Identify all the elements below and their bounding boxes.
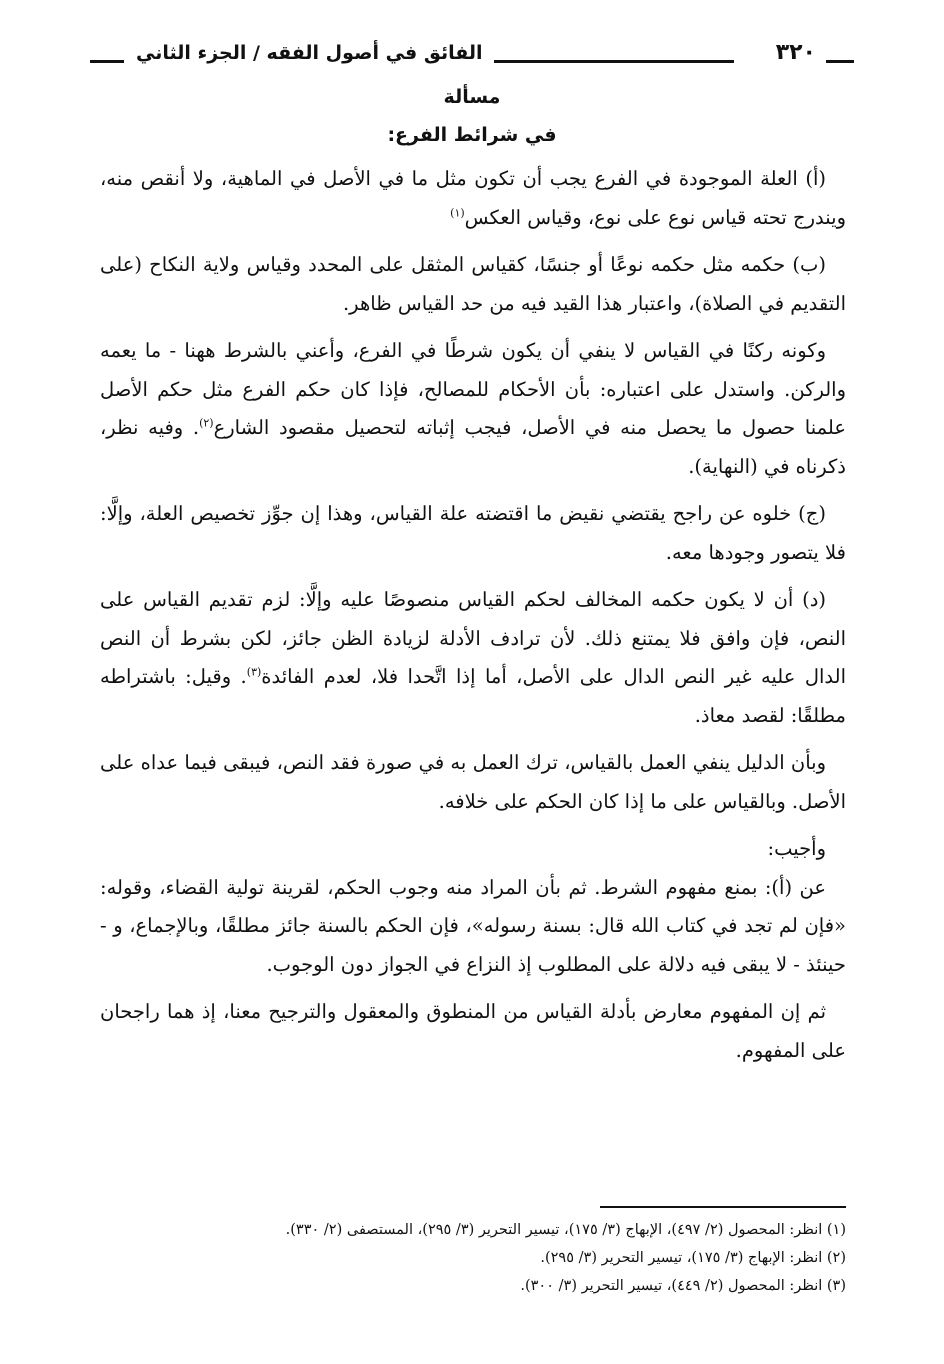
paragraph-text: . وفيه نظر، ذكرناه في (النهاية). bbox=[100, 416, 846, 478]
section-heading: مسألة bbox=[443, 86, 501, 108]
footnote-separator bbox=[600, 1206, 846, 1208]
footnote-ref: (٢) bbox=[199, 416, 214, 430]
paragraph-text: . وقيل: باشتراطه مطلقًا: لقصد معاذ. bbox=[100, 665, 846, 727]
page-number: ٣٢٠ bbox=[775, 40, 816, 65]
paragraph-text: وأجيب: bbox=[767, 837, 826, 860]
paragraph-text: (ج) خلوه عن راجح يقتضي نقيض ما اقتضته علة القياس، وهذا إن جوِّز تخصيص العلة، وإلَّا: فلا يتصور وجودها معه. bbox=[100, 502, 846, 564]
header-rule bbox=[826, 60, 854, 63]
footnote-ref: (٣) bbox=[246, 665, 262, 679]
paragraph-text: وبأن الدليل ينفي العمل بالقياس، ترك العمل به في صورة فقد النص، فيبقى فيما عداه على الأصل. وبالقياس على ما إذا كان الحكم على خلافه. bbox=[100, 751, 846, 813]
footnote: (١) انظر: المحصول (٢/ ٤٩٧)، الإبهاج (٣/ ١٧٥)، تيسير التحرير (٣/ ٢٩٥)، المستصفى (٢/ ٣٣٠). bbox=[285, 1222, 846, 1238]
main-text bbox=[100, 160, 846, 1079]
footnote: (٣) انظر: المحصول (٢/ ٤٤٩)، تيسير التحرير (٣/ ٣٠٠). bbox=[520, 1278, 846, 1294]
paragraph bbox=[100, 581, 846, 735]
running-title: الفائق في أصول الفقه / الجزء الثاني bbox=[136, 42, 483, 64]
header-rule bbox=[90, 60, 124, 63]
footnote: (٢) انظر: الإبهاج (٣/ ١٧٥)، تيسير التحرير (٣/ ٢٩٥). bbox=[540, 1250, 846, 1266]
paragraph bbox=[100, 744, 846, 821]
paragraph bbox=[100, 246, 846, 323]
page-header bbox=[90, 36, 854, 76]
section-subheading: في شرائط الفرع: bbox=[387, 124, 557, 146]
paragraph-text: عن (أ): بمنع مفهوم الشرط. ثم بأن المراد منه وجوب الحكم، لقرينة تولية القضاء، وقوله: «فإن لم تجد في كتاب الله قال: بسنة رسوله»، فإن الحكم بالسنة جائز مطلقًا، وبالإجماع، و - حينئذ - لا يبقى فيه دلالة على المطلوب إذ النزاع في الجواز دون الوجوب. bbox=[100, 875, 846, 976]
paragraph bbox=[100, 495, 846, 572]
paragraph-text: وكونه ركنًا في القياس لا ينفي أن يكون شرطًا في الفرع، وأعني بالشرط ههنا - ما يعمه والركن. واستدل على اعتباره: بأن الأحكام للمصالح، فإذا كان حكم الفرع مثل حكم الأصل علمنا حصول ما يحصل منه في الأصل، فيجب إثباته لتحصيل مقصود الشارع bbox=[100, 339, 847, 439]
footnote-ref: (١) bbox=[450, 206, 465, 219]
paragraph bbox=[100, 160, 846, 237]
header-rule bbox=[494, 60, 734, 63]
paragraph-text: (د) أن لا يكون حكمه المخالف لحكم القياس منصوصًا عليه وإلَّا: لزم تقديم القياس على النص، فإن وافق فلا يمتنع ذلك. لأن ترادف الأدلة لزيادة الظن جائز، لكن بشرط أن النص الدال عليه غير النص الدال على الأصل، أما إذا اتَّحدا فلا، لعدم الفائدة bbox=[100, 588, 846, 688]
paragraph-text: (ب) حكمه مثل حكمه نوعًا أو جنسًا، كقياس المثقل على المحدد وقياس ولاية النكاح (على التقديم في الصلاة)، واعتبار هذا القيد فيه من حد القياس ظاهر. bbox=[100, 253, 846, 315]
paragraph-text: ثم إن المفهوم معارض بأدلة القياس من المنطوق والمعقول والترجيح معنا، إذ هما راجحان على المفهوم. bbox=[100, 1000, 846, 1062]
footnotes bbox=[100, 1216, 846, 1300]
paragraph bbox=[100, 332, 846, 486]
paragraph bbox=[100, 869, 846, 985]
paragraph-text: (أ) العلة الموجودة في الفرع يجب أن تكون مثل ما في الأصل في الماهية، ولا أنقص منه، ويندرج تحته قياس نوع على نوع، وقياس العكس bbox=[100, 167, 846, 229]
paragraph bbox=[100, 993, 846, 1070]
paragraph bbox=[100, 830, 846, 869]
